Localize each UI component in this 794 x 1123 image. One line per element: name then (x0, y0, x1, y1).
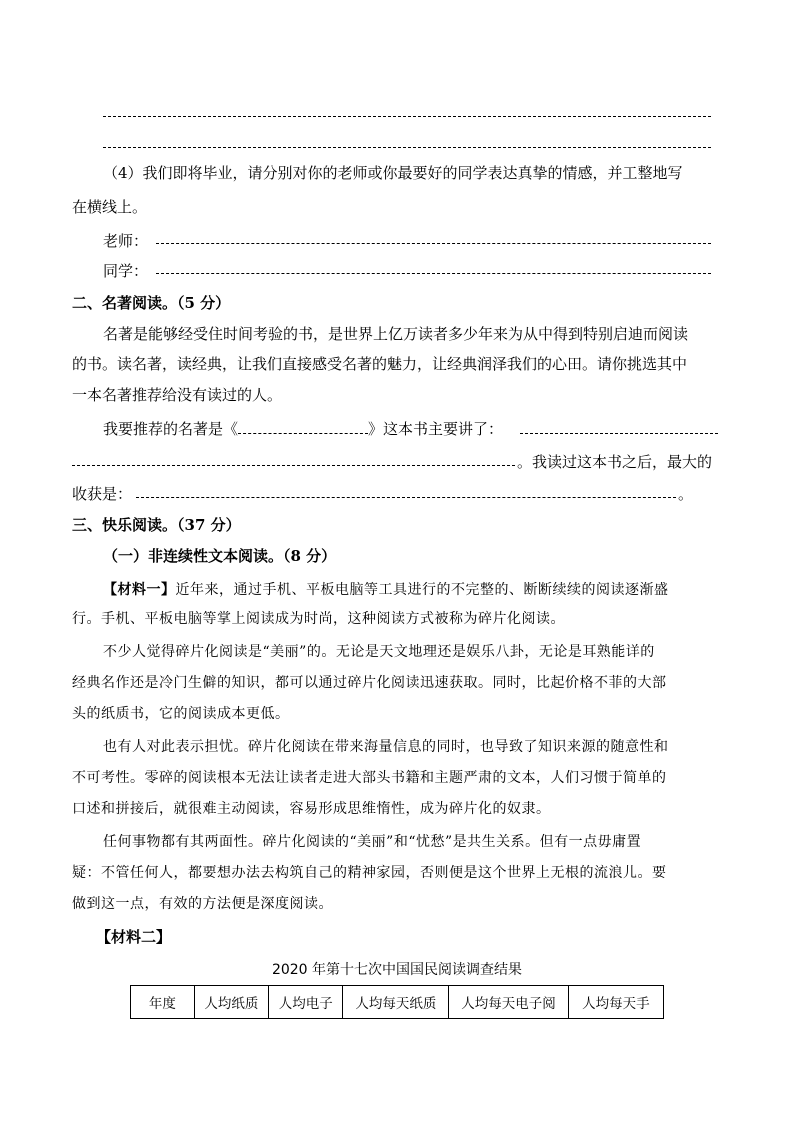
section2-intro-1: 名著是能够经受住时间考验的书，是世界上亿万读者多少年来为从中得到特别启迪而阅读 (103, 325, 689, 343)
recommend-after: 。我读过这本书之后，最大的 (517, 453, 713, 471)
answer-line[interactable] (103, 116, 711, 117)
classmate-label: 同学： (103, 262, 149, 280)
book-summary-line-2[interactable] (72, 465, 515, 466)
material1-line-2: 行。手机、平板电脑等掌上阅读成为时尚，这种阅读方式被称为碎片化阅读。 (72, 611, 565, 627)
para2-line-1: 不少人觉得碎片化阅读是“美丽”的。无论是天文地理还是娱乐八卦，无论是耳熟能详的 (103, 644, 655, 660)
section2-intro-2: 的书。读名著，读经典，让我们直接感受名著的魅力，让经典润泽我们的心田。请你挑选其中 (72, 355, 688, 373)
table-header-cell: 人均电子 (269, 986, 343, 1019)
para4-line-1: 任何事物都有其两面性。碎片化阅读的“美丽”和“忧愁”是共生关系。但有一点毋庸置 (103, 834, 642, 850)
table-header-cell: 人均纸质 (194, 986, 268, 1019)
para3-line-1: 也有人对此表示担忧。碎片化阅读在带来海量信息的同时，也导致了知识来源的随意性和 (103, 739, 669, 755)
section3-sub1: （一）非连续性文本阅读。（8 分） (103, 547, 337, 565)
para3-line-3: 口述和拼接后，就很难主动阅读，容易形成思维惰性，成为碎片化的奴隶。 (72, 801, 551, 817)
teacher-label: 老师： (103, 232, 149, 250)
table-header-cell: 人均每天手 (568, 986, 663, 1019)
gain-end: 。 (678, 485, 694, 503)
table-header-cell: 人均每天电子阅 (449, 986, 569, 1019)
answer-line[interactable] (103, 147, 711, 148)
section2-intro-3: 一本名著推荐给没有读过的人。 (72, 386, 283, 404)
survey-table (130, 985, 664, 1019)
para2-line-3: 头的纸质书，它的阅读成本更低。 (72, 706, 290, 722)
table-caption: 2020 年第十七次中国国民阅读调查结果 (271, 962, 523, 978)
table-header-row (131, 986, 664, 1019)
para2-line-2: 经典名作还是冷门生僻的知识，都可以通过碎片化阅读迅速获取。同时，比起价格不菲的大部 (72, 675, 667, 691)
gain-label: 收获是： (72, 485, 133, 503)
section2-heading: 二、名著阅读。（5 分） (72, 294, 231, 312)
q4-prompt-cont: 在横线上。 (72, 198, 148, 216)
material1-label: 【材料一】 (103, 582, 176, 598)
teacher-answer-line[interactable] (156, 243, 711, 244)
gain-answer-line[interactable] (136, 497, 676, 498)
material1-text-1: 近年来，通过手机、平板电脑等工具进行的不完整的、断断续续的阅读逐渐盛 (175, 582, 669, 598)
recommend-line (103, 418, 503, 440)
section3-heading: 三、快乐阅读。（37 分） (72, 516, 241, 534)
recommend-mid: 》这本书主要讲了： (368, 420, 504, 438)
table-header-cell: 年度 (131, 986, 195, 1019)
table-header-cell: 人均每天纸质 (343, 986, 449, 1019)
book-summary-line[interactable] (520, 433, 718, 434)
para4-line-3: 做到这一点，有效的方法便是深度阅读。 (72, 896, 333, 912)
material1-line-1 (103, 579, 669, 601)
para3-line-2: 不可考性。零碎的阅读根本无法让读者走进大部头书籍和主题严肃的文本，人们习惯于简单的 (72, 770, 667, 786)
para4-line-2: 疑：不管任何人，都要想办法去构筑自己的精神家园，否则便是这个世界上无根的流浪儿。要 (72, 865, 667, 881)
material2-label: 【材料二】 (96, 928, 172, 946)
q4-prompt: （4）我们即将毕业，请分别对你的老师或你最要好的同学表达真挚的情感，并工整地写 (103, 164, 683, 182)
classmate-answer-line[interactable] (156, 273, 711, 274)
recommend-prefix: 我要推荐的名著是《 (103, 420, 239, 438)
book-title-blank[interactable] (238, 421, 368, 434)
